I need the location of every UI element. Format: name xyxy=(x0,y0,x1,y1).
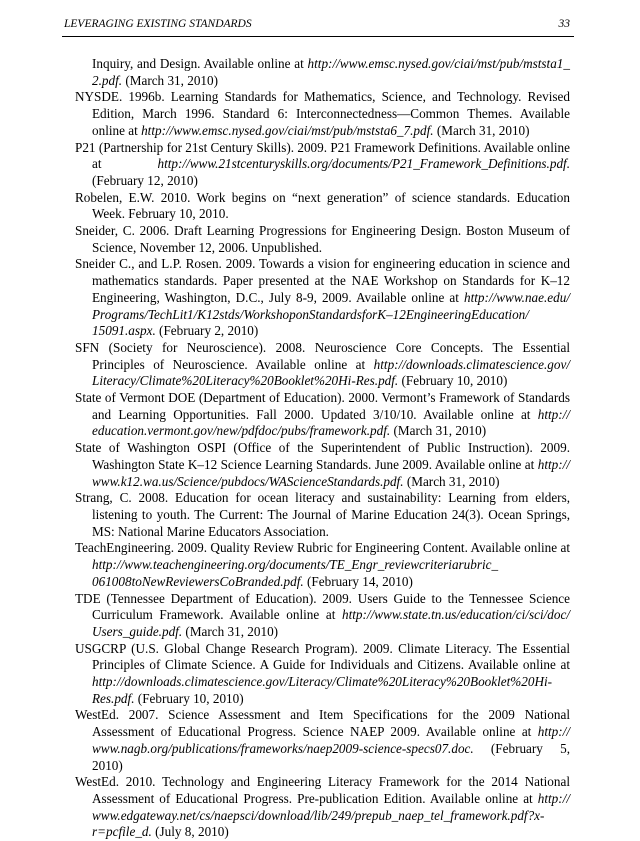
reference-list xyxy=(75,56,570,841)
reference-entry: SFN (Society for Neuroscience). 2008. Neuroscience Core Concepts. The Essential Principles of Neuroscience. Available online at http://downloads.climatescience.gov/Literacy/Climate%20Literacy%20Booklet%20Hi-Res.pdf. (February 10, 2010) xyxy=(75,339,570,389)
reference-entry: Inquiry, and Design. Available online at http://www.emsc.nysed.gov/ciai/mst/pub/mststa1_2.pdf. (March 31, 2010) xyxy=(92,56,570,88)
reference-entry: WestEd. 2007. Science Assessment and Item Specifications for the 2009 National Assessment of Educational Progress. Science NAEP 2009. Available online at http://www.nagb.org/publications/frameworks/naep2009-science-specs07.doc. (February 5, 2010) xyxy=(75,707,570,773)
reference-entry: Sneider, C. 2006. Draft Learning Progressions for Engineering Design. Boston Museum of Science, November 12, 2006. Unpublished. xyxy=(75,223,570,255)
reference-url: http://www.edgateway.net/cs/naepsci/download/lib/249/prepub_naep_tel_framework.pdf?x-r=pcfile_d. xyxy=(92,790,570,840)
reference-entry: TeachEngineering. 2009. Quality Review Rubric for Engineering Content. Available online at http://www.teachengineering.org/documents/TE_Engr_reviewcriteriarubric_061008toNewReviewersCoBranded.pdf. (February 14, 2010) xyxy=(75,540,570,589)
reference-entry: Strang, C. 2008. Education for ocean literacy and sustainability: Learning from elders, listening to youth. The Current: The Journal of Marine Education 24(3). Ocean Springs, MS: National Marine Educators Association. xyxy=(75,490,570,539)
page-number: 33 xyxy=(558,18,570,30)
reference-entry: State of Washington OSPI (Office of the Superintendent of Public Instruction). 2009. Washington State K–12 Science Learning Standards. June 2009. Available online at http://www.k12.wa.us/Science/pubdocs/WAScienceStandards.pdf. (March 31, 2010) xyxy=(75,440,570,489)
reference-entry: USGCRP (U.S. Global Change Research Program). 2009. Climate Literacy. The Essential Principles of Climate Science. A Guide for Individuals and Citizens. Available online at http://downloads.climatescience.gov/Literacy/Climate%20Literacy%20Booklet%20Hi-Res.pdf. (February 10, 2010) xyxy=(75,640,570,706)
reference-url: http://education.vermont.gov/new/pdfdoc/pubs/framework.pdf. xyxy=(92,406,570,439)
reference-entry: State of Vermont DOE (Department of Education). 2000. Vermont’s Framework of Standards and Learning Opportunities. Fall 2000. Updated 3/10/10. Available online at http://education.vermont.gov/new/pdfdoc/pubs/framework.pdf. (March 31, 2010) xyxy=(75,390,570,439)
reference-url: http://downloads.climatescience.gov/Literacy/Climate%20Literacy%20Booklet%20Hi-Res.pdf. xyxy=(92,674,553,706)
reference-url: http://www.emsc.nysed.gov/ciai/mst/pub/mststa1_2.pdf. xyxy=(92,56,570,88)
running-title: LEVERAGING EXISTING STANDARDS xyxy=(64,18,252,30)
reference-entry: NYSDE. 1996b. Learning Standards for Mathematics, Science, and Technology. Revised Edition, March 1996. Standard 6: Interconnectedness—Common Themes. Available online at http://www.emsc.nysed.gov/ciai/mst/pub/mststa6_7.pdf. (March 31, 2010) xyxy=(75,89,570,138)
reference-url: http://www.teachengineering.org/documents/TE_Engr_reviewcriteriarubric_061008toNewReviewersCoBranded.pdf. xyxy=(92,557,499,589)
reference-entry: P21 (Partnership for 21st Century Skills). 2009. P21 Framework Definitions. Available online at http://www.21stcenturyskills.org/documents/P21_Framework_Definitions.pdf. (February 12, 2010) xyxy=(75,139,570,188)
reference-url: http://downloads.climatescience.gov/Literacy/Climate%20Literacy%20Booklet%20Hi-Res.pdf. xyxy=(92,356,570,389)
reference-url: http://www.21stcenturyskills.org/documents/P21_Framework_Definitions.pdf. xyxy=(157,156,570,172)
reference-url: http://www.nae.edu/Programs/TechLit1/K12stds/WorkshoponStandardsforK–12EngineeringEducation/15091.aspx. xyxy=(92,289,570,339)
reference-entry: Sneider C., and L.P. Rosen. 2009. Towards a vision for engineering education in science and mathematics standards. Paper presented at the NAE Workshop on Standards for K–12 Engineering, Washington, D.C., July 8-9, 2009. Available online at http://www.nae.edu/Programs/TechLit1/K12stds/WorkshoponStandardsforK–12EngineeringEducation/15091.aspx. (February 2, 2010) xyxy=(75,256,570,339)
reference-entry: Robelen, E.W. 2010. Work begins on “next generation” of science standards. Education Week. February 10, 2010. xyxy=(75,189,570,222)
reference-entry: WestEd. 2010. Technology and Engineering Literacy Framework for the 2014 National Assessment of Educational Progress. Pre-publication Edition. Available online at http://www.edgateway.net/cs/naepsci/download/lib/249/prepub_naep_tel_framework.pdf?x-r=pcfile_d. (July 8, 2010) xyxy=(75,774,570,840)
reference-url: http://www.k12.wa.us/Science/pubdocs/WAScienceStandards.pdf. xyxy=(92,456,570,489)
reference-url: http://www.state.tn.us/education/ci/sci/doc/Users_guide.pdf. xyxy=(92,607,570,639)
reference-url: http://www.emsc.nysed.gov/ciai/mst/pub/mststa6_7.pdf. xyxy=(141,122,434,138)
reference-entry: TDE (Tennessee Department of Education). 2009. Users Guide to the Tennessee Science Curriculum Framework. Available online at http://www.state.tn.us/education/ci/sci/doc/Users_guide.pdf. (March 31, 2010) xyxy=(75,590,570,639)
reference-url: http://www.nagb.org/publications/frameworks/naep2009-science-specs07.doc. xyxy=(92,724,570,756)
header-rule xyxy=(62,36,574,37)
